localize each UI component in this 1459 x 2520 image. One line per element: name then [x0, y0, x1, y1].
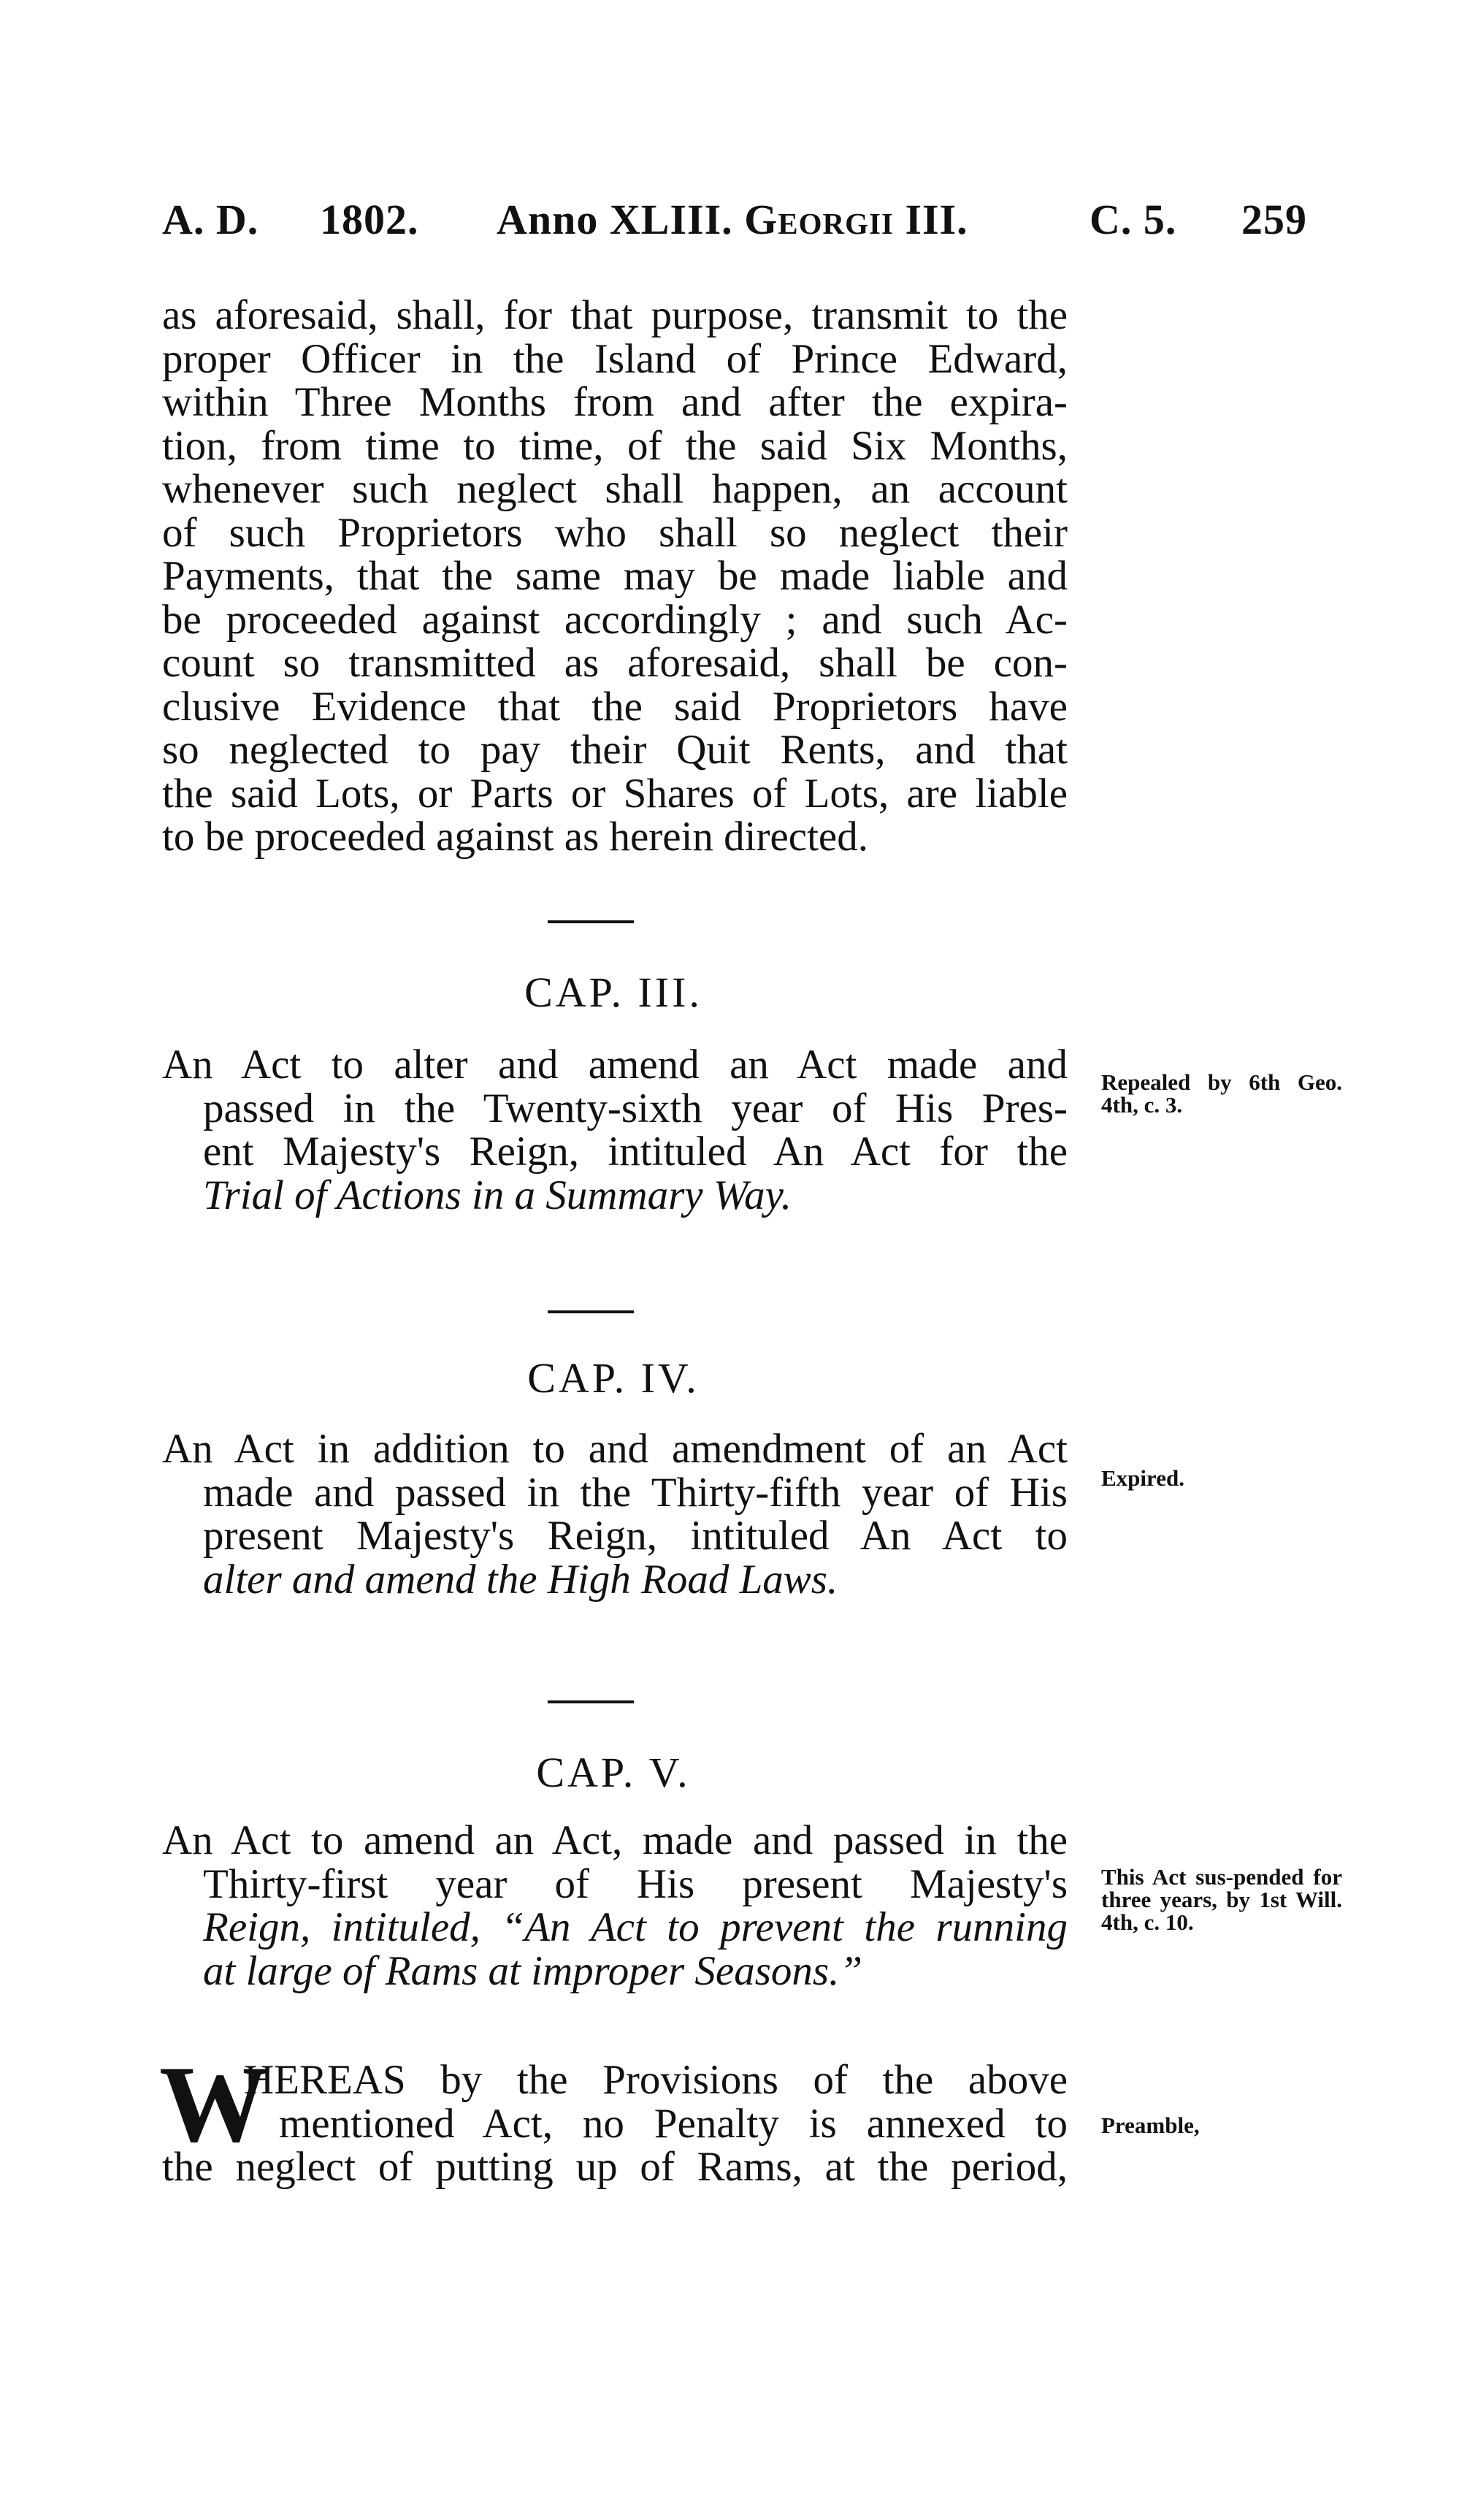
- text-line: whenever such neglect shall happen, an account: [162, 466, 1068, 512]
- text-line: the neglect of putting up of Rams, at the period,: [162, 2144, 1068, 2190]
- cap-3-title: [162, 1043, 1068, 1217]
- margin-note-preamble: Preamble,: [1101, 2112, 1200, 2138]
- text-line: An Act to alter and amend an Act made and: [162, 1042, 1068, 1088]
- header-chapter: C. 5.: [1090, 196, 1177, 243]
- drop-cap: W: [159, 2044, 269, 2165]
- text-line: Trial of Actions in a Summary Way.: [203, 1172, 792, 1218]
- section-divider: [548, 920, 634, 923]
- text-line: be proceeded against accordingly ; and such Ac-: [162, 596, 1068, 643]
- header-anno: Anno XLIII.: [497, 196, 733, 243]
- text-line: present Majesty's Reign, intituled An Act to: [203, 1513, 1068, 1559]
- cap-4-heading: CAP. IV.: [527, 1354, 700, 1402]
- preamble-paragraph: [162, 2058, 1068, 2189]
- text-line: as aforesaid, shall, for that purpose, transmit to the: [162, 292, 1068, 338]
- text-line: made and passed in the Thirty-fifth year of His: [203, 1469, 1068, 1516]
- text-line: clusive Evidence that the said Proprietors have: [162, 683, 1068, 730]
- text-line: Reign, intituled, “An Act to prevent the running: [203, 1904, 1068, 1950]
- header-ad: A. D.: [162, 196, 259, 243]
- section-divider: [548, 1310, 634, 1313]
- text-line: to be proceeded against as herein directed.: [162, 814, 868, 860]
- text-line: proper Officer in the Island of Prince Edward,: [162, 335, 1068, 382]
- text-line: An Act in addition to and amendment of an Act: [162, 1426, 1068, 1472]
- text-line: HEREAS by the Provisions of the above: [244, 2057, 1068, 2103]
- header-regnal-year: [497, 196, 968, 243]
- cap-5-heading: CAP. V.: [536, 1749, 691, 1796]
- text-line: count so transmitted as aforesaid, shall be con-: [162, 640, 1068, 686]
- text-line: ent Majesty's Reign, intituled An Act for the: [203, 1129, 1068, 1175]
- header-georgii: Georgii III.: [744, 196, 968, 243]
- text-line: within Three Months from and after the expira-: [162, 379, 1068, 425]
- cap-5-title: [162, 1819, 1068, 1993]
- section-divider: [548, 1700, 634, 1703]
- page-number: 259: [1241, 196, 1307, 243]
- text-line: alter and amend the High Road Laws.: [203, 1556, 838, 1603]
- text-line: of such Proprietors who shall so neglect their: [162, 509, 1068, 556]
- text-line: mentioned Act, no Penalty is annexed to: [279, 2100, 1068, 2147]
- text-line: An Act to amend an Act, made and passed in the: [162, 1817, 1068, 1863]
- text-line: so neglected to pay their Quit Rents, and that: [162, 727, 1068, 773]
- cap-3-heading: CAP. III.: [524, 969, 702, 1016]
- cap-4-title: [162, 1427, 1068, 1601]
- margin-note-cap-4: Expired.: [1101, 1465, 1184, 1491]
- continuation-paragraph: [162, 294, 1068, 859]
- text-line: Payments, that the same may be made liable and: [162, 553, 1068, 599]
- text-line: at large of Rams at improper Seasons.”: [203, 1947, 863, 1994]
- text-line: the said Lots, or Parts or Shares of Lots, are liable: [162, 770, 1068, 817]
- text-line: Thirty-first year of His present Majesty's: [203, 1860, 1068, 1907]
- text-line: passed in the Twenty-sixth year of His Pres-: [203, 1085, 1068, 1131]
- margin-note-cap-5: This Act sus-pended for three years, by 1st Will. 4th, c. 10.: [1101, 1864, 1342, 1935]
- margin-note-cap-3: Repealed by 6th Geo. 4th, c. 3.: [1101, 1069, 1342, 1118]
- header-year: 1802.: [320, 196, 419, 243]
- text-line: tion, from time to time, of the said Six Months,: [162, 422, 1068, 469]
